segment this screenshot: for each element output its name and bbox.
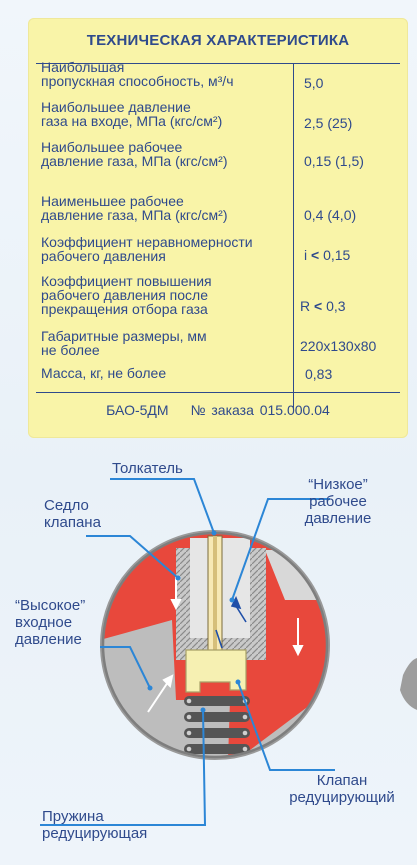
label-seat: Седло клапана [44,497,101,531]
spec-row-value-max-working: 0,15 (1,5) [304,153,364,169]
spec-row-label-nonuniformity: Коэффициент неравномерности рабочего давления [41,234,253,264]
divider [36,392,400,393]
column-divider [293,63,294,410]
spec-card [28,18,408,438]
spec-title: ТЕХНИЧЕСКАЯ ХАРАКТЕРИСТИКА [86,32,350,49]
order-number: № заказа 015.000.04 [190,402,330,418]
spec-row-value-increase: R < 0,3 [300,298,346,314]
spec-row-label-mass: Масса, кг, не более [41,365,167,381]
spec-row-value-mass: 0,83 [305,366,333,382]
label-pusher: Толкатель [112,460,183,477]
spec-footer [28,402,408,418]
spec-row-label-max-working: Наибольшее рабочее давление газа, МПа (кгс/см²) [41,139,228,169]
valve-diagram [0,450,417,865]
spec-row-label-dimensions: Габаритные размеры, мм не более [41,328,207,358]
spec-row-value-inlet-pressure: 2,5 (25) [304,115,353,131]
label-valve: Клапан редуцирующий [289,772,395,806]
spec-row-label-min-working: Наименьшее рабочее давление газа, МПа (кгс/см²) [41,193,228,223]
spec-row-value-capacity: 5,0 [304,75,324,91]
model-name: БАО-5ДМ [106,402,169,418]
spec-row-label-capacity: Наибольшая пропускная способность, м³/ч [41,59,234,89]
spec-row-label-increase: Коэффициент повышения рабочего давления после прекращения отбора газа [41,273,212,317]
label-high-pressure: “Высокое” входное давление [15,597,86,648]
label-low-pressure: “Низкое” рабочее давление [304,476,372,527]
label-spring: Пружина редуцирующая [42,808,148,842]
spec-row-value-dimensions: 220х130х80 [300,338,377,354]
spec-row-value-nonuniformity: i < 0,15 [304,247,351,263]
spec-row-label-inlet-pressure: Наибольшее давление газа на входе, МПа (кгс/см²) [41,99,223,129]
spec-row-value-min-working: 0,4 (4,0) [304,207,357,223]
